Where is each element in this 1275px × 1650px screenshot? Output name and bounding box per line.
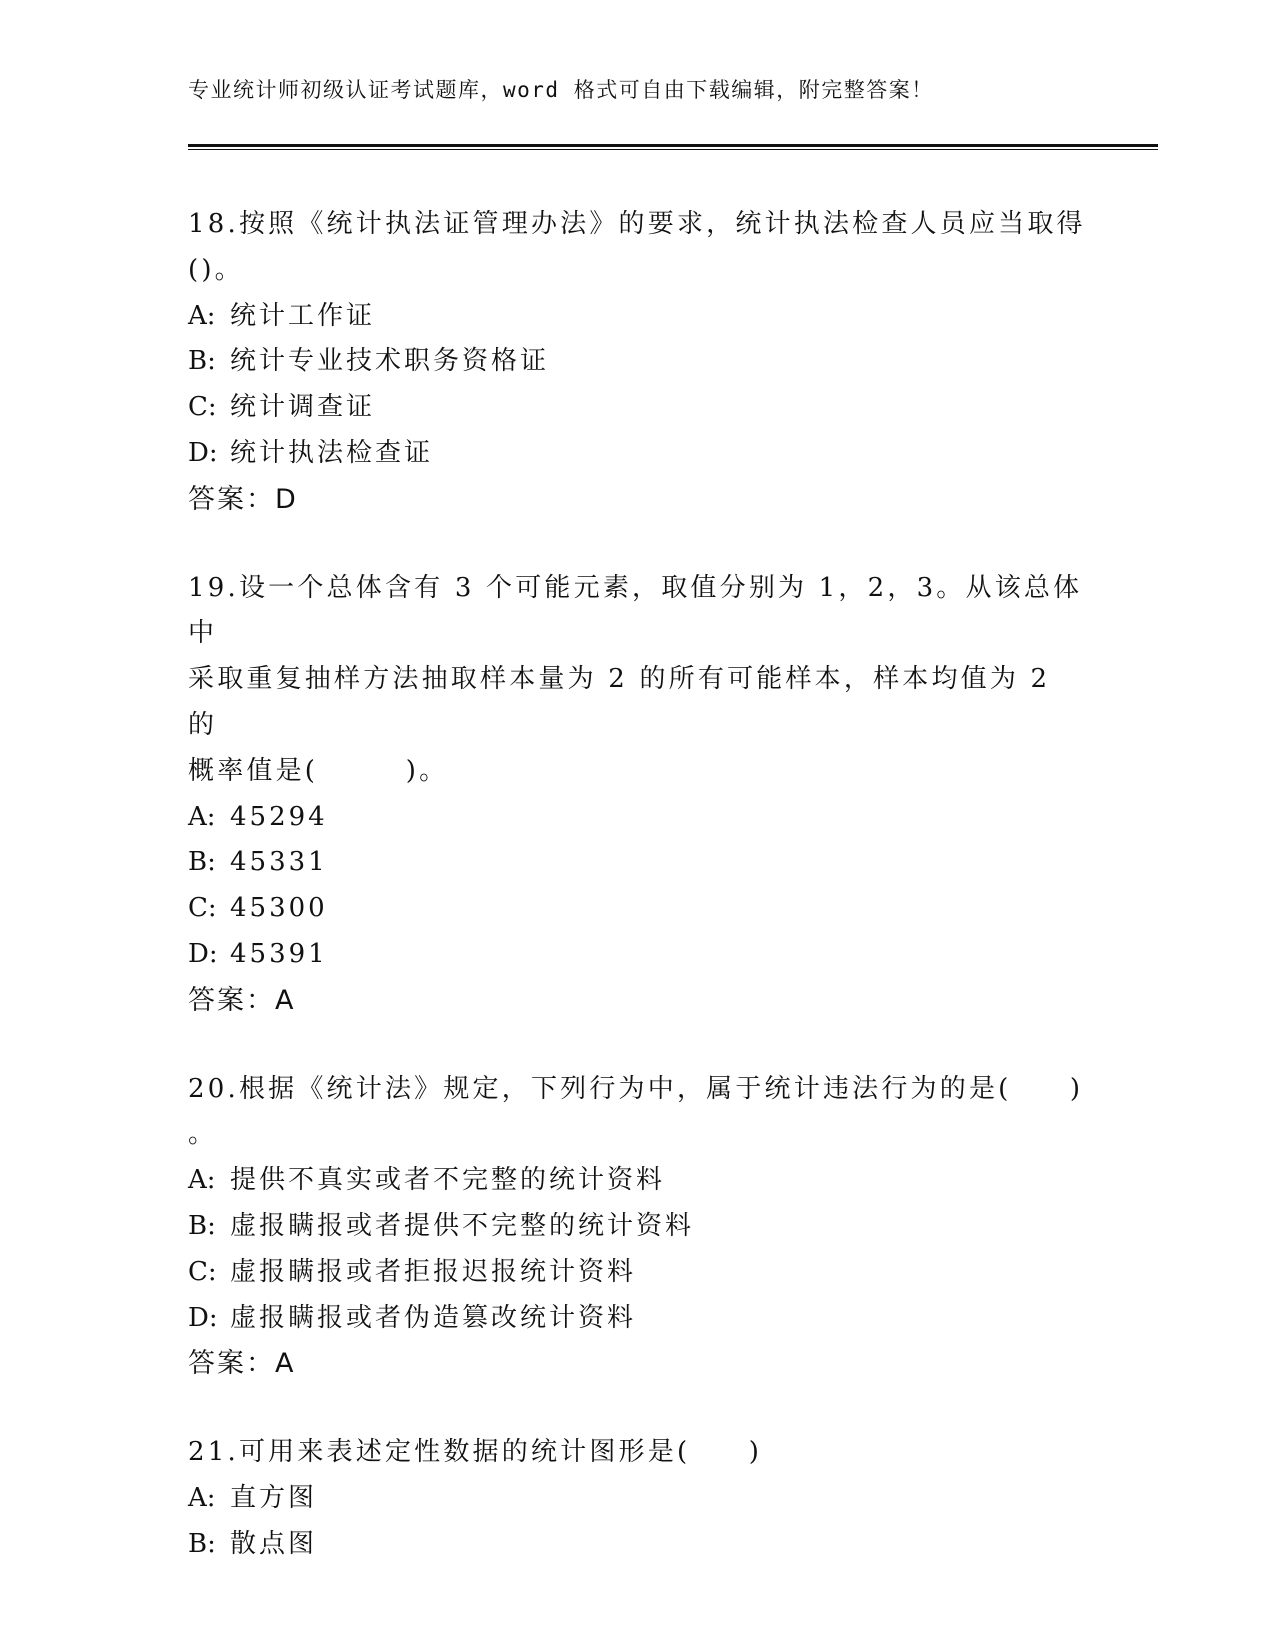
option-text: 散点图 [230,1528,318,1559]
option-letter: D: [188,1302,218,1333]
option-text: 统计执法检查证 [230,437,434,468]
option-c [188,886,1088,932]
option-text: 虚报瞒报或者伪造篡改统计资料 [230,1302,637,1333]
option-text: 45331 [230,847,328,878]
option-letter: A: [188,1482,216,1513]
option-text: 统计调查证 [230,392,376,423]
option-text: 提供不真实或者不完整的统计资料 [230,1165,666,1196]
option-letter: D: [188,938,218,969]
header-rule-thick [188,144,1158,147]
option-c [188,1250,1088,1296]
option-text: 直方图 [230,1482,318,1513]
option-d [188,431,1088,477]
option-a [188,1158,1088,1204]
option-text: 虚报瞒报或者提供不完整的统计资料 [230,1210,695,1241]
option-a [188,294,1088,340]
question-stem-line: 概率值是( )。 [188,755,449,786]
option-letter: B: [188,1210,216,1241]
question-list [188,202,1088,1611]
question-20 [188,1067,1088,1388]
option-text: 虚报瞒报或者拒报迟报统计资料 [230,1256,637,1287]
option-text: 45391 [230,938,328,969]
option-letter: B: [188,346,216,377]
option-text: 统计工作证 [230,300,376,331]
option-letter: B: [188,847,216,878]
answer-line: 答案：A [188,1348,296,1380]
option-letter: C: [188,392,217,423]
option-text: 统计专业技术职务资格证 [230,346,550,377]
answer-line: 答案：A [188,984,296,1016]
question-19 [188,566,1088,1024]
question-21 [188,1430,1088,1567]
option-d [188,932,1088,978]
question-stem-line: 20.根据《统计法》规定，下列行为中，属于统计违法行为的是( ) [188,1073,1084,1104]
question-stem-line: 21.可用来表述定性数据的统计图形是( ) [188,1437,763,1468]
question-stem-line: ()。 [188,254,244,285]
option-text: 45294 [230,801,328,832]
option-letter: C: [188,893,217,924]
option-letter: A: [188,801,216,832]
option-letter: A: [188,300,216,331]
answer-line: 答案：D [188,483,298,515]
option-letter: C: [188,1256,217,1287]
option-letter: D: [188,437,218,468]
option-letter: A: [188,1165,216,1196]
question-stem-line: 。 [188,1119,218,1150]
question-stem-line: 19.设一个总体含有 3 个可能元素，取值分别为 1，2，3。从该总体中 [188,572,1083,649]
document-header: 专业统计师初级认证考试题库，word 格式可自由下载编辑，附完整答案！ [188,78,934,102]
option-a [188,795,1088,841]
option-d [188,1296,1088,1342]
option-a [188,1476,1088,1522]
option-b [188,1204,1088,1250]
question-stem-line: 采取重复抽样方法抽取样本量为 2 的所有可能样本，样本均值为 2 的 [188,664,1051,740]
option-b [188,1522,1088,1568]
option-text: 45300 [230,893,328,924]
header-rule-thin [188,149,1158,150]
option-b [188,840,1088,886]
question-18 [188,202,1088,523]
option-letter: B: [188,1528,216,1559]
option-c [188,385,1088,431]
question-stem-line: 18.按照《统计执法证管理办法》的要求，统计执法检查人员应当取得 [188,209,1086,239]
option-b [188,339,1088,385]
